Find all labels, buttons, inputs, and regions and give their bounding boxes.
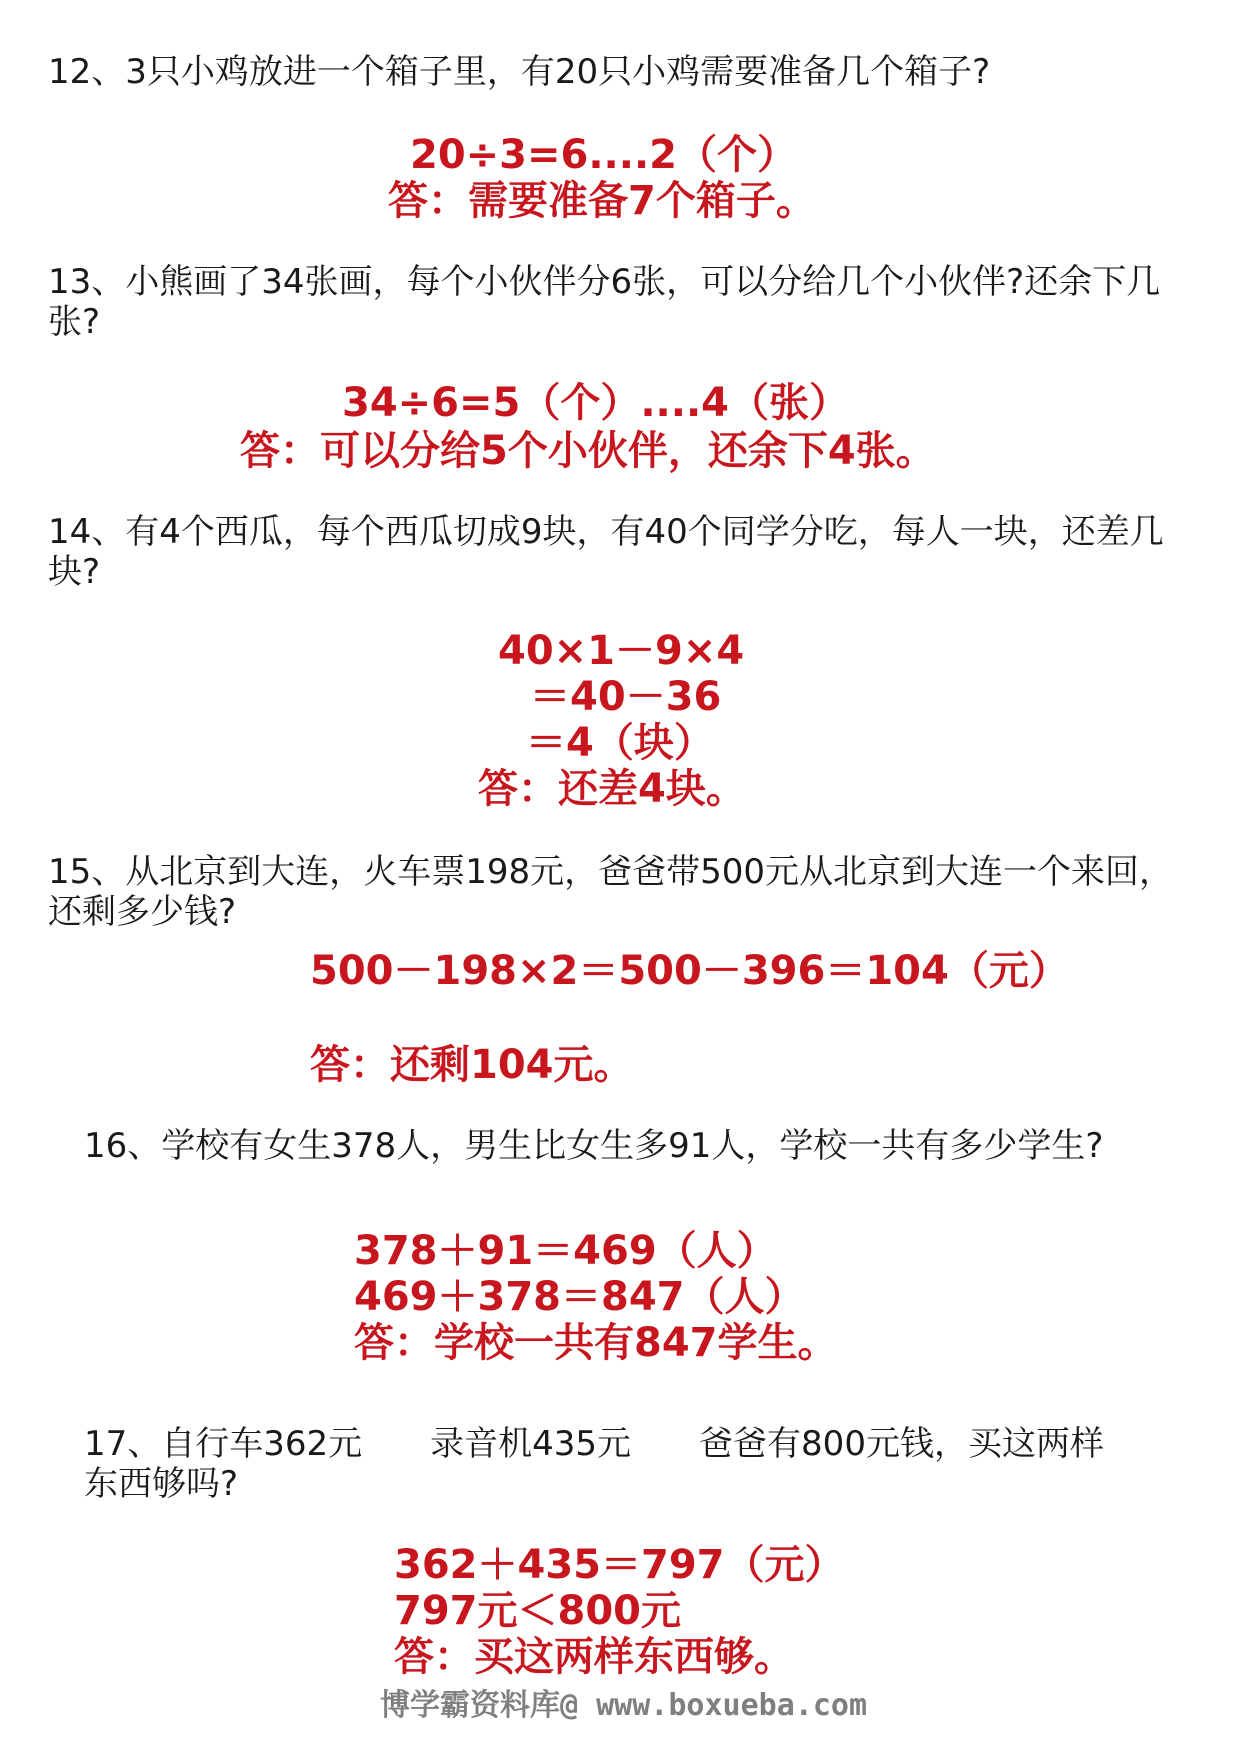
answer-12-line-1: 20÷3=6....2（个） xyxy=(410,132,797,178)
answer-14-line-3: ＝4（块） xyxy=(526,720,714,766)
question-12: 12、3只小鸡放进一个箱子里，有20只小鸡需要准备几个箱子? xyxy=(48,52,991,92)
answer-14-line-4: 答：还差4块。 xyxy=(478,766,746,812)
answer-13-line-2: 答：可以分给5个小伙伴，还余下4张。 xyxy=(240,428,936,474)
answer-14-line-2: ＝40－36 xyxy=(530,674,722,720)
watermark: 博学霸资料库@ www.boxueba.com xyxy=(380,1688,868,1723)
question-13: 13、小熊画了34张画，每个小伙伴分6张，可以分给几个小伙伴?还余下几张? xyxy=(48,262,1161,342)
answer-17-line-3: 答：买这两样东西够。 xyxy=(394,1634,794,1680)
question-17: 17、自行车362元 录音机435元 爸爸有800元钱，买这两样东西够吗? xyxy=(84,1424,1104,1504)
answer-17-line-2: 797元＜800元 xyxy=(394,1588,681,1634)
question-16: 16、学校有女生378人，男生比女生多91人，学校一共有多少学生? xyxy=(84,1126,1104,1166)
answer-15-line-2: 答：还剩104元。 xyxy=(310,1042,634,1088)
question-14: 14、有4个西瓜，每个西瓜切成9块，有40个同学分吃，每人一块，还差几块? xyxy=(48,512,1164,592)
answer-12-line-2: 答：需要准备7个箱子。 xyxy=(388,178,816,224)
answer-13-line-1: 34÷6=5（个）....4（张） xyxy=(342,380,849,426)
question-15: 15、从北京到大连，火车票198元，爸爸带500元从北京到大连一个来回，还剩多少钱? xyxy=(48,852,1174,932)
answer-16-line-3: 答：学校一共有847学生。 xyxy=(354,1320,838,1366)
answer-17-line-1: 362＋435＝797（元） xyxy=(394,1542,845,1588)
answer-16-line-1: 378＋91＝469（人） xyxy=(354,1228,777,1274)
answer-14-line-1: 40×1－9×4 xyxy=(498,628,745,674)
answer-16-line-2: 469＋378＝847（人） xyxy=(354,1274,805,1320)
answer-15-line-1: 500－198×2＝500－396＝104（元） xyxy=(310,948,1069,994)
